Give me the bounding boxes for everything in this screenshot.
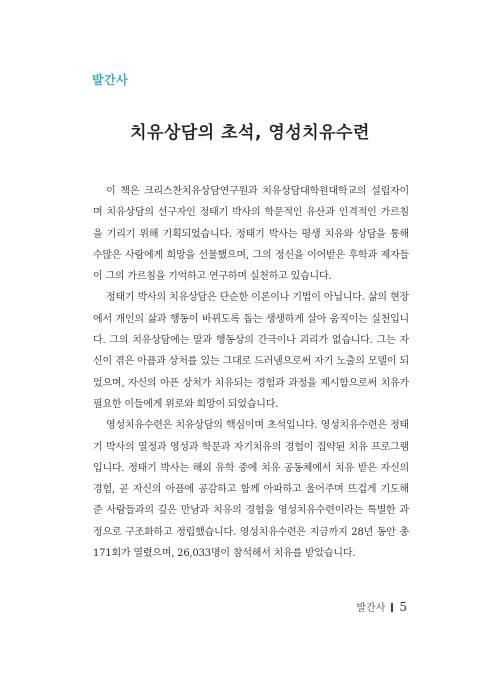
- body-text: [93, 181, 409, 564]
- running-head: 발간사: [356, 603, 386, 614]
- page-title: 치유상담의 초석, 영성치유수련: [130, 123, 370, 143]
- footer-divider: [391, 603, 393, 612]
- paragraph: 이 책은 크리스찬치유상담연구원과 치유상담대학원대학교의 설립자이며 치유상담의 선구자인 정태기 박사의 학문적인 유산과 인격적인 가르침을 기리기 위해 기획되었습니다. 정태기 박사는 평생 치유와 상담을 통해 수많은 사람에게 희망을 선물했으며, 그의 정신을 이어받은 후학과 제자들이 그의 가르침을 기억하고 연구하며 실천하고 있습니다.: [93, 186, 409, 283]
- page-number: 5: [399, 599, 407, 614]
- section-label: 발간사: [92, 73, 129, 87]
- paragraph: 정태기 박사의 치유상담은 단순한 이론이나 기법이 아닙니다. 삶의 현장에서 개인의 삶과 행동이 바뀌도록 돕는 생생하게 살아 움직이는 실천입니다. 그의 치유상담에는 말과 행동상의 간극이나 괴리가 없습니다. 그는 자신이 겪은 아픔과 상처를 있는 그대로 드러냄으로써 자기 노출의 모델이 되었으며, 자신의 아픈 상처가 치유되는 경험과 과정을 제시함으로써 치유가 필요한 이들에게 위로와 희망이 되었습니다.: [93, 292, 409, 410]
- page-footer: [356, 599, 407, 614]
- paragraph: 영성치유수련은 치유상담의 핵심이며 초석입니다. 영성치유수련은 정태기 박사의 열정과 영성과 학문과 자기치유의 경험이 집약된 치유 프로그램입니다. 정태기 박사는 해외 유학 중에 치유 공동체에서 치유 받은 자신의 경험, 곧 자신의 아픔에 공감하고 함께 아파하고 울어주며 뜨겁게 기도해 준 사람들과의 깊은 만남과 치유의 경험을 영성치유수련이라는 특별한 과정으로 구조화하고 정립했습니다. 영성치유수련은 지금까지 28년 동안 총 171회가 열렸으며, 26,033명이 참석해서 치유를 받았습니다.: [93, 420, 409, 560]
